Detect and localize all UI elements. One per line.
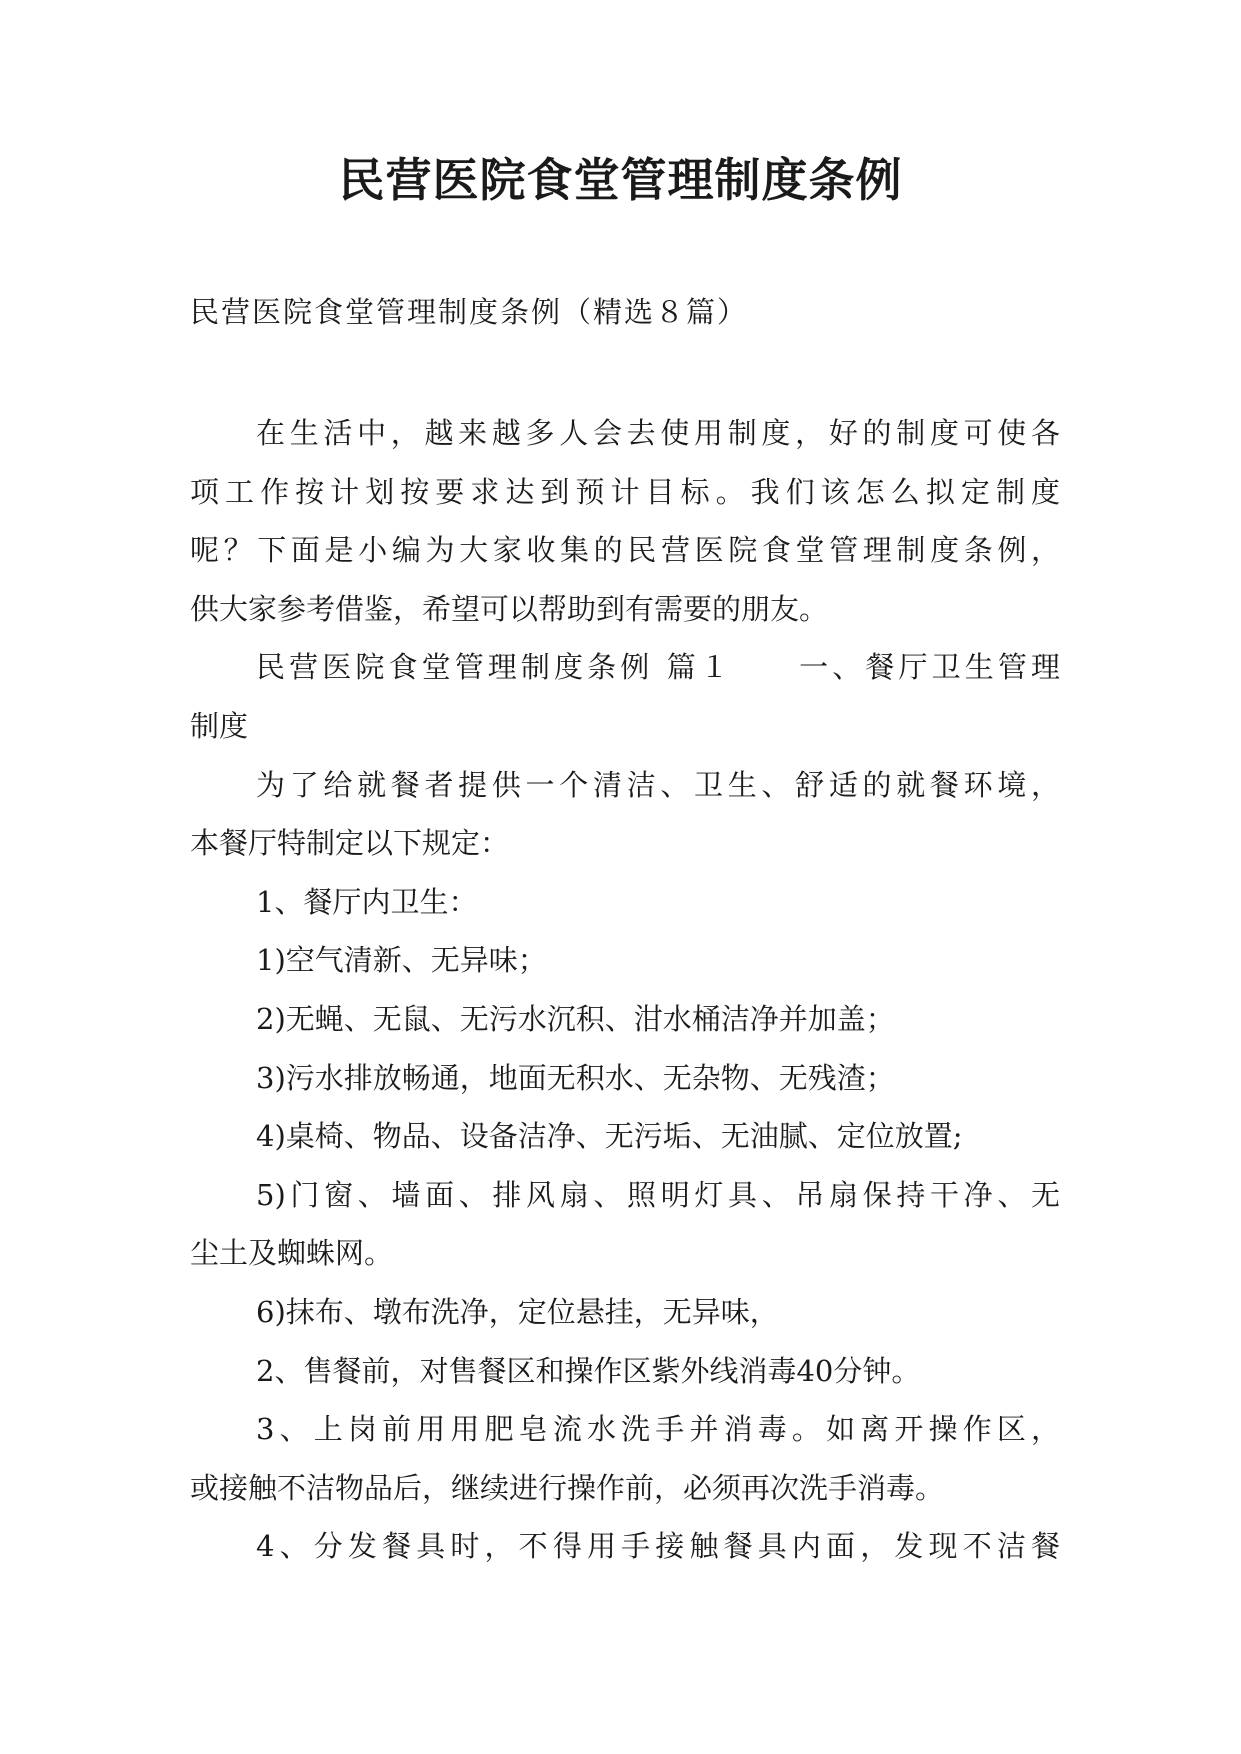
- body-line: 尘土及蜘蛛网。: [190, 1236, 394, 1271]
- document-body: [190, 404, 1060, 1576]
- body-line: 1、餐厅内卫生：: [256, 884, 478, 919]
- body-line: 项工作按计划按要求达到预计目标。我们该怎么拟定制度: [190, 474, 1060, 509]
- body-line: 4)桌椅、物品、设备洁净、无污垢、无油腻、定位放置;: [256, 1119, 963, 1154]
- body-line: 4、分发餐具时，不得用手接触餐具内面，发现不洁餐: [256, 1529, 1060, 1564]
- body-line: 1)空气清新、无异味；: [256, 943, 547, 978]
- document-title: 民营医院食堂管理制度条例: [338, 153, 903, 207]
- body-line: 3)污水排放畅通，地面无积水、无杂物、无残渣；: [256, 1060, 895, 1095]
- document-subtitle: 民营医院食堂管理制度条例（精选８篇）: [190, 295, 749, 329]
- body-line: 在生活中，越来越多人会去使用制度，好的制度可使各: [256, 416, 1060, 450]
- body-line: 民营医院食堂管理制度条例 篇１ 一、餐厅卫生管理: [256, 650, 1060, 685]
- body-line: 2、售餐前，对售餐区和操作区紫外线消毒40分钟。: [256, 1353, 921, 1388]
- body-line: 或接触不洁物品后，继续进行操作前，必须再次洗手消毒。: [190, 1470, 945, 1505]
- body-line: 呢？下面是小编为大家收集的民营医院食堂管理制度条例，: [190, 533, 1060, 568]
- body-line: 5)门窗、墙面、排风扇、照明灯具、吊扇保持干净、无: [256, 1177, 1060, 1212]
- body-line: 6)抹布、墩布洗净，定位悬挂，无异味，: [256, 1294, 779, 1329]
- body-line: 为了给就餐者提供一个清洁、卫生、舒适的就餐环境，: [256, 767, 1060, 802]
- body-line: 供大家参考借鉴，希望可以帮助到有需要的朋友。: [190, 591, 829, 626]
- body-line: 3、上岗前用用肥皂流水洗手并消毒。如离开操作区，: [256, 1412, 1060, 1447]
- body-line: 本餐厅特制定以下规定：: [190, 826, 510, 861]
- body-line: 制度: [190, 708, 249, 743]
- body-line: 2)无蝇、无鼠、无污水沉积、泔水桶洁净并加盖；: [256, 1001, 895, 1036]
